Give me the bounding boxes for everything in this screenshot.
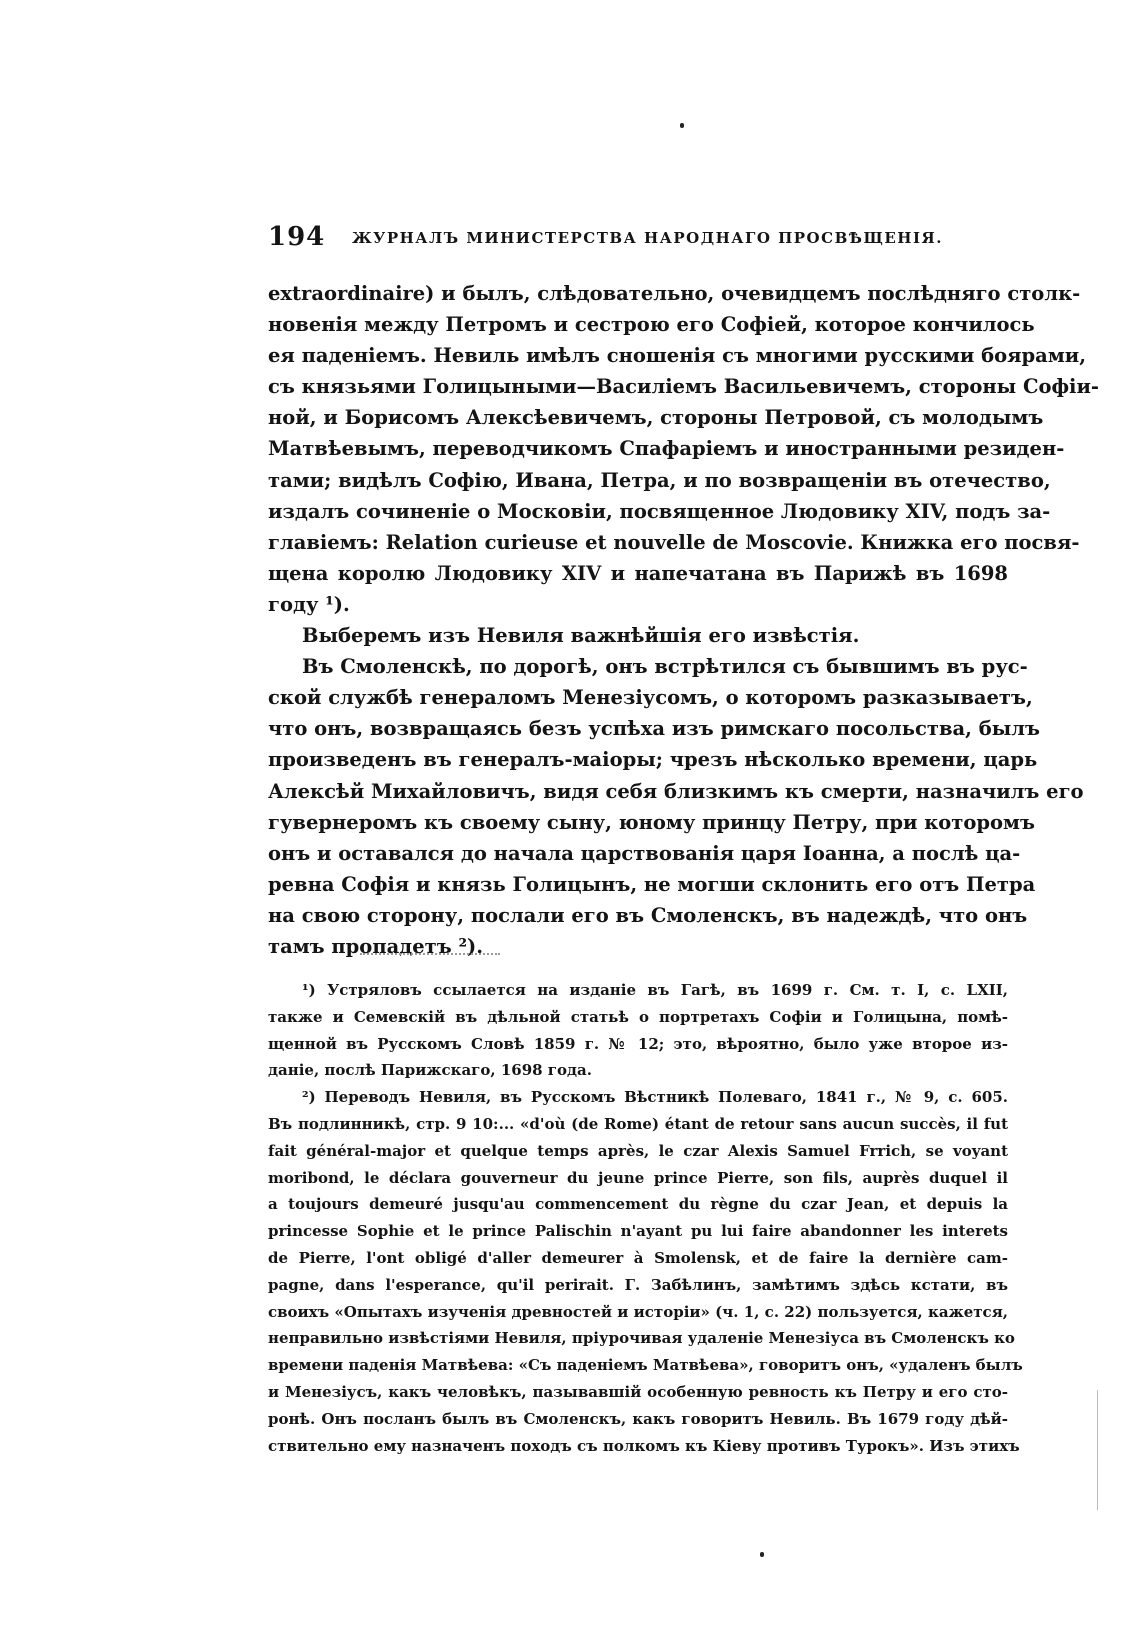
footnote-line: неправильно извѣстіями Невиля, пріурочивая удаленіе Менезіуса въ Смоленскъ ко: [268, 1329, 1015, 1348]
body-line: тамъ пропадетъ ²).: [268, 934, 484, 958]
footnotes: [268, 977, 1023, 1459]
body-line: новенія между Петромъ и сестрою его Софіей, которое кончилось: [268, 313, 1035, 337]
footnote-line: ²) Переводъ Невиля, въ Русскомъ Вѣстникѣ Полеваго, 1841 г., № 9, с. 605.: [302, 1088, 1008, 1107]
footnote-line: и Менезіусъ, какъ человѣкъ, пазывавшій особенную ревность къ Петру и его сто-: [268, 1382, 1008, 1401]
body-line: тами; видѣлъ Софію, Ивана, Петра, и по возвращеніи въ отечество,: [268, 468, 1051, 492]
body-line: Въ Смоленскѣ, по дорогѣ, онъ встрѣтился съ бывшимъ въ рус-: [302, 655, 1028, 679]
footnote-line: princesse Sophie et le prince Palischin n'ayant pu lui faire abandonner les interets: [268, 1222, 1008, 1241]
body-line: ской службѣ генераломъ Менезіусомъ, о которомъ разказываетъ,: [268, 686, 1033, 710]
footnote-line: также и Семевскій въ дѣльной статьѣ о портретахъ Софіи и Голицына, помѣ-: [268, 1007, 1008, 1026]
footnote-line: ронѣ. Онъ посланъ былъ въ Смоленскъ, какъ говоритъ Невиль. Въ 1679 году дѣй-: [268, 1409, 1008, 1428]
body-line: съ князьями Голицыными—Василіемъ Васильевичемъ, стороны Софіи-: [268, 375, 1100, 399]
footnote-line: ¹) Устряловъ ссылается на изданіе въ Гагѣ, въ 1699 г. См. т. I, с. LXII,: [302, 981, 1008, 999]
footnote-line: moribond, le déclara gouverneur du jeune prince Pierre, son fils, auprès duquel il: [268, 1168, 1008, 1187]
footnote-line: ствительно ему назначенъ походъ съ полкомъ къ Кіеву противъ Турокъ». Изъ этихъ: [268, 1436, 1020, 1455]
body-line: онъ и оставался до начала царствованія царя Іоанна, а послѣ ца-: [268, 841, 1021, 865]
body-line: ной, и Борисомъ Алексѣевичемъ, стороны Петровой, съ молодымъ: [268, 406, 1044, 430]
footnote-line: a toujours demeuré jusqu'au commencement du règne du czar Jean, et depuis la: [268, 1195, 1008, 1214]
main-text: [268, 278, 1100, 962]
scan-edge-mark: [1097, 1390, 1098, 1510]
body-line: Выберемъ изъ Невиля важнѣйшія его извѣстія.: [302, 624, 860, 648]
body-line: издалъ сочиненіе о Московіи, посвященное Людовику XIV, подъ за-: [268, 499, 1051, 523]
footnote-line: времени паденія Матвѣева: «Съ паденіемъ Матвѣева», говоритъ онъ, «удаленъ былъ: [268, 1356, 1023, 1375]
page-header: [268, 222, 1008, 256]
body-line: ревна Софія и князь Голицынъ, не могши склонить его отъ Петра: [268, 872, 1036, 896]
footnote-line: щенной въ Русскомъ Словѣ 1859 г. № 12; это, вѣроятно, было уже второе из-: [268, 1034, 1008, 1053]
section-separator: [360, 953, 500, 957]
body-line: Алексѣй Михайловичъ, видя себя близкимъ къ смерти, назначилъ его: [268, 779, 1084, 803]
body-line: щена королю Людовику XIV и напечатана въ Парижѣ въ 1698: [268, 561, 1008, 585]
body-line: что онъ, возвращаясь безъ успѣха изъ римскаго посольства, былъ: [268, 717, 1040, 741]
body-line: главіемъ: Relation curieuse et nouvelle de Moscovie. Книжка его посвя-: [268, 530, 1080, 554]
footnote-line: даніе, послѣ Парижскаго, 1698 года.: [268, 1061, 592, 1080]
footnote-line: fait général-major et quelque temps après, le czar Alexis Samuel Frrich, se voyant: [268, 1141, 1008, 1160]
ink-speck: [760, 1552, 764, 1557]
body-line: произведенъ въ генералъ-маіоры; чрезъ нѣсколько времени, царь: [268, 748, 1038, 772]
ink-speck: [680, 123, 684, 128]
page-number: 194: [268, 222, 326, 252]
body-line: extraordinaire) и былъ, слѣдовательно, очевидцемъ послѣдняго столк-: [268, 282, 1081, 305]
body-line: Матвѣевымъ, переводчикомъ Спафаріемъ и иностранными резиден-: [268, 437, 1065, 461]
footnote-line: de Pierre, l'ont obligé d'aller demeurer à Smolensk, et de faire la dernière cam-: [268, 1248, 1008, 1267]
body-line: на свою сторону, послали его въ Смоленскъ, въ надеждѣ, что онъ: [268, 903, 1028, 927]
body-line: ея паденіемъ. Невиль имѣлъ сношенія съ многими русскими боярами,: [268, 344, 1087, 368]
footnote-line: pagne, dans l'esperance, qu'il perirait. Г. Забѣлинъ, замѣтимъ здѣсь кстати, въ: [268, 1275, 1008, 1294]
running-head: ЖУРНАЛЪ МИНИСТЕРСТВА НАРОДНАГО ПРОСВѢЩЕНІЯ.: [352, 229, 943, 247]
footnote-line: Въ подлинникѣ, стр. 9 10:... «d'où (de Rome) étant de retour sans aucun succès, il fut: [268, 1114, 1008, 1133]
footnote-line: своихъ «Опытахъ изученія древностей и исторіи» (ч. 1, с. 22) пользуется, кажется,: [268, 1302, 1008, 1321]
body-line: году ¹).: [268, 592, 350, 616]
body-line: гувернеромъ къ своему сыну, юному принцу Петру, при которомъ: [268, 810, 1035, 834]
